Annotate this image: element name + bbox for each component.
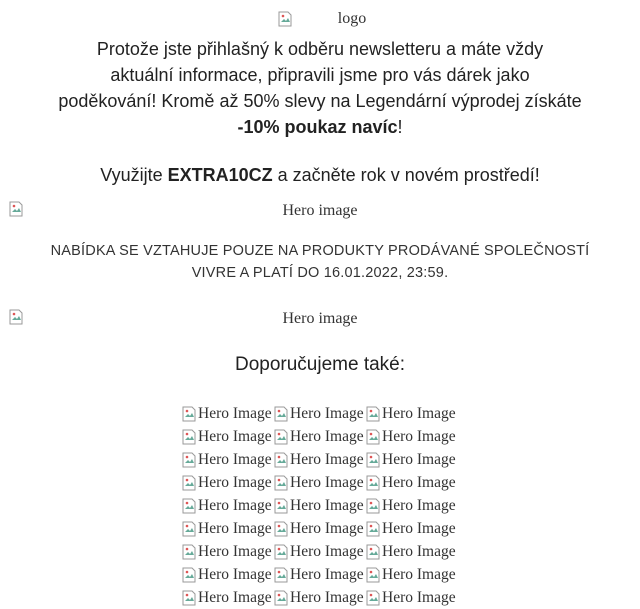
hero-alt-text: Hero image bbox=[282, 202, 358, 219]
broken-image-icon bbox=[182, 452, 196, 468]
broken-image-icon bbox=[274, 498, 288, 514]
recommend-product-image[interactable] bbox=[182, 448, 274, 471]
broken-image-icon bbox=[274, 521, 288, 537]
recommend-row bbox=[175, 425, 465, 448]
recommend-row bbox=[175, 402, 465, 425]
recommend-product-image[interactable] bbox=[366, 425, 458, 448]
product-alt-text: Hero Image bbox=[290, 542, 364, 560]
broken-image-icon bbox=[274, 429, 288, 445]
broken-image-icon bbox=[366, 521, 380, 537]
broken-image-icon bbox=[182, 498, 196, 514]
broken-image-icon bbox=[182, 429, 196, 445]
voucher-suffix: ! bbox=[397, 117, 403, 137]
recommend-row bbox=[175, 471, 465, 494]
broken-image-icon bbox=[366, 544, 380, 560]
broken-image-icon bbox=[274, 475, 288, 491]
broken-image-icon bbox=[182, 475, 196, 491]
product-alt-text: Hero Image bbox=[290, 496, 364, 514]
hero-image-1[interactable] bbox=[0, 198, 640, 226]
recommend-product-image[interactable] bbox=[182, 540, 274, 563]
recommend-product-image[interactable] bbox=[182, 586, 274, 609]
product-alt-text: Hero Image bbox=[382, 450, 456, 468]
product-alt-text: Hero Image bbox=[382, 519, 456, 537]
intro-line-voucher bbox=[30, 114, 610, 140]
recommend-product-image[interactable] bbox=[182, 471, 274, 494]
recommend-product-image[interactable] bbox=[366, 471, 458, 494]
product-alt-text: Hero Image bbox=[198, 404, 272, 422]
product-alt-text: Hero Image bbox=[290, 588, 364, 606]
recommend-product-image[interactable] bbox=[274, 402, 366, 425]
notice-line: NABÍDKA SE VZTAHUJE POUZE NA PRODUKTY PRODÁVANÉ SPOLEČNOSTÍ bbox=[50, 243, 590, 259]
broken-image-icon bbox=[278, 11, 292, 27]
broken-image-icon bbox=[366, 406, 380, 422]
recommend-product-image[interactable] bbox=[274, 586, 366, 609]
broken-image-icon bbox=[274, 590, 288, 606]
notice-line: VIVRE A PLATÍ DO 16.01.2022, 23:59. bbox=[191, 265, 449, 281]
recommend-product-image[interactable] bbox=[366, 402, 458, 425]
logo-alt-text: logo bbox=[337, 10, 367, 27]
logo-image[interactable] bbox=[278, 10, 366, 28]
recommend-product-image[interactable] bbox=[182, 517, 274, 540]
recommend-product-image[interactable] bbox=[274, 517, 366, 540]
recommend-product-image[interactable] bbox=[274, 448, 366, 471]
broken-image-icon bbox=[274, 452, 288, 468]
broken-image-icon bbox=[366, 567, 380, 583]
logo-row bbox=[0, 0, 640, 32]
product-alt-text: Hero Image bbox=[198, 427, 272, 445]
promo-code: EXTRA10CZ bbox=[167, 165, 273, 185]
voucher-highlight: -10% poukaz navíc bbox=[237, 117, 398, 137]
product-alt-text: Hero Image bbox=[290, 450, 364, 468]
recommend-product-image[interactable] bbox=[366, 540, 458, 563]
intro-line: poděkování! Kromě až 50% slevy na Legendární výprodej získáte bbox=[58, 91, 582, 111]
product-alt-text: Hero Image bbox=[382, 542, 456, 560]
recommend-product-image[interactable] bbox=[274, 540, 366, 563]
recommend-product-image[interactable] bbox=[182, 494, 274, 517]
broken-image-icon bbox=[274, 544, 288, 560]
intro-line: Protože jste přihlašný k odběru newsletteru a máte vždy bbox=[96, 39, 544, 59]
product-alt-text: Hero Image bbox=[290, 404, 364, 422]
intro-text bbox=[30, 36, 610, 188]
recommend-product-image[interactable] bbox=[274, 563, 366, 586]
hero-alt-text: Hero image bbox=[282, 310, 358, 327]
recommend-product-image[interactable] bbox=[274, 425, 366, 448]
recommend-row bbox=[175, 517, 465, 540]
product-alt-text: Hero Image bbox=[382, 427, 456, 445]
recommend-product-image[interactable] bbox=[366, 586, 458, 609]
product-alt-text: Hero Image bbox=[198, 496, 272, 514]
broken-image-icon bbox=[182, 590, 196, 606]
offer-notice bbox=[40, 240, 600, 284]
product-alt-text: Hero Image bbox=[290, 427, 364, 445]
recommend-product-image[interactable] bbox=[366, 517, 458, 540]
broken-image-icon bbox=[182, 567, 196, 583]
broken-image-icon bbox=[366, 452, 380, 468]
product-alt-text: Hero Image bbox=[382, 565, 456, 583]
recommend-product-image[interactable] bbox=[182, 425, 274, 448]
product-alt-text: Hero Image bbox=[198, 542, 272, 560]
product-alt-text: Hero Image bbox=[290, 473, 364, 491]
product-alt-text: Hero Image bbox=[198, 519, 272, 537]
recommend-product-image[interactable] bbox=[182, 402, 274, 425]
recommend-product-image[interactable] bbox=[182, 563, 274, 586]
product-alt-text: Hero Image bbox=[290, 565, 364, 583]
product-alt-text: Hero Image bbox=[382, 473, 456, 491]
product-alt-text: Hero Image bbox=[290, 519, 364, 537]
recommend-row bbox=[175, 540, 465, 563]
hero-image-2[interactable] bbox=[0, 306, 640, 334]
broken-image-icon bbox=[274, 406, 288, 422]
broken-image-icon bbox=[366, 498, 380, 514]
broken-image-icon bbox=[366, 475, 380, 491]
product-alt-text: Hero Image bbox=[198, 565, 272, 583]
spacer bbox=[30, 140, 610, 162]
broken-image-icon bbox=[274, 567, 288, 583]
recommend-title: Doporučujeme také: bbox=[234, 354, 406, 375]
recommend-row bbox=[175, 563, 465, 586]
promo-suffix: a začněte rok v novém prostředí! bbox=[272, 165, 540, 185]
promo-code-line bbox=[30, 162, 610, 188]
product-alt-text: Hero Image bbox=[198, 450, 272, 468]
recommend-product-image[interactable] bbox=[366, 448, 458, 471]
recommend-row bbox=[175, 586, 465, 609]
recommend-row bbox=[175, 494, 465, 517]
intro-line: aktuální informace, připravili jsme pro vás dárek jako bbox=[110, 65, 530, 85]
product-alt-text: Hero Image bbox=[198, 473, 272, 491]
product-alt-text: Hero Image bbox=[198, 588, 272, 606]
recommend-product-image[interactable] bbox=[366, 563, 458, 586]
broken-image-icon bbox=[366, 429, 380, 445]
recommend-product-image[interactable] bbox=[366, 494, 458, 517]
broken-image-icon bbox=[182, 521, 196, 537]
broken-image-icon bbox=[182, 544, 196, 560]
recommend-product-image[interactable] bbox=[274, 471, 366, 494]
broken-image-icon bbox=[366, 590, 380, 606]
broken-image-icon bbox=[182, 406, 196, 422]
recommend-row bbox=[175, 448, 465, 471]
promo-prefix: Využijte bbox=[100, 165, 168, 185]
recommend-product-image[interactable] bbox=[274, 494, 366, 517]
product-alt-text: Hero Image bbox=[382, 404, 456, 422]
recommend-grid bbox=[175, 402, 465, 609]
product-alt-text: Hero Image bbox=[382, 588, 456, 606]
product-alt-text: Hero Image bbox=[382, 496, 456, 514]
